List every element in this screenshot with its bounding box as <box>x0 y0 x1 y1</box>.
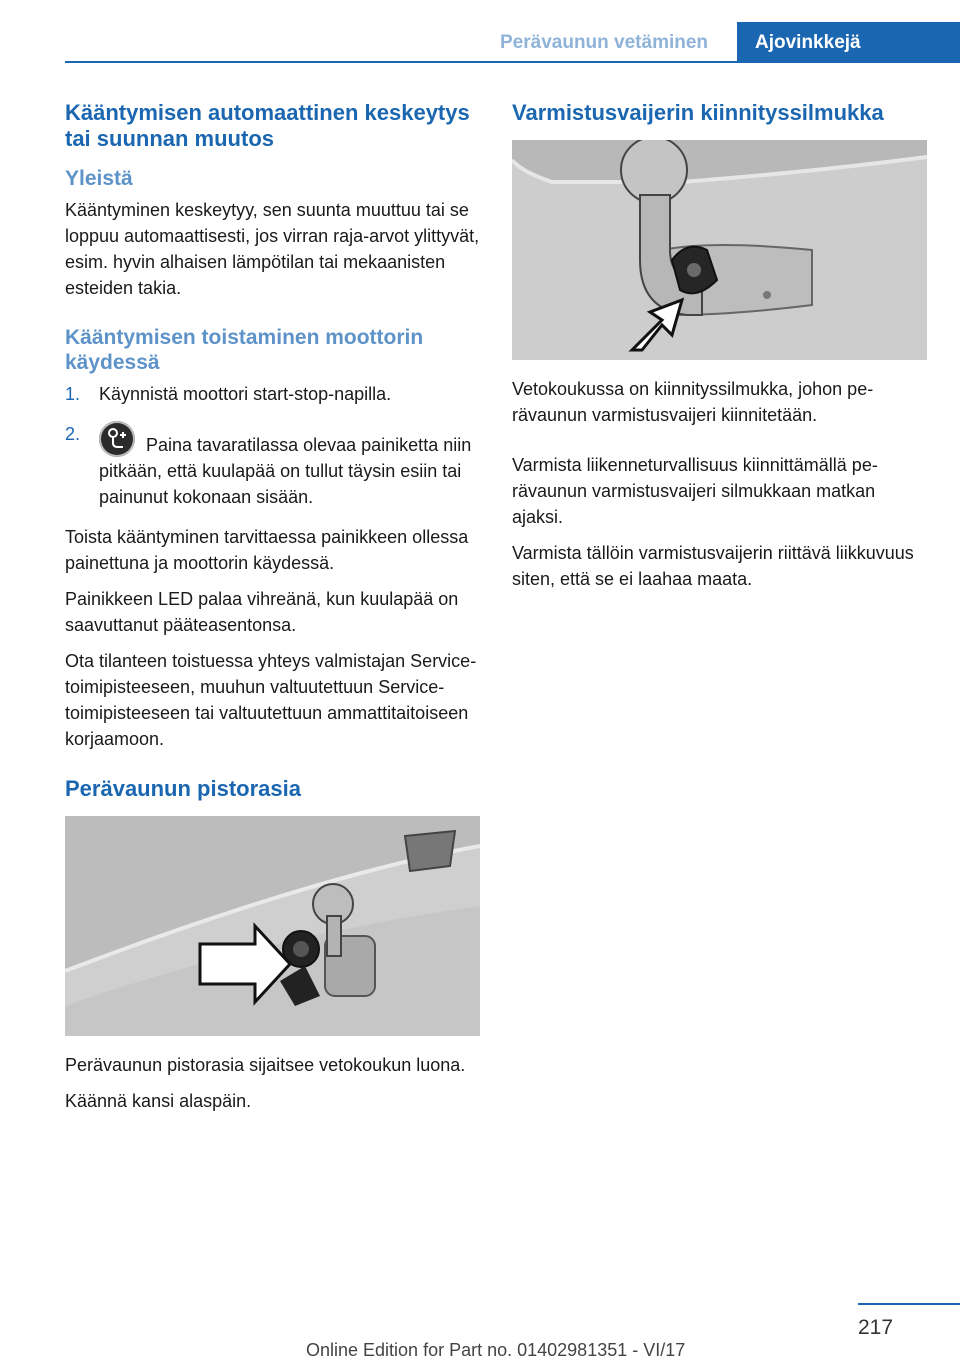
header-chapter-tab[interactable]: Ajovinkkejä <box>737 22 960 63</box>
safety-loop-illustration <box>512 140 927 360</box>
step-text: Käynnistä moottori start-stop-napilla. <box>99 384 392 404</box>
loop-intro-paragraph: Vetokoukussa on kiinnityssilmukka, johon perävaunun varmistusvaijeri kiinnitetään. <box>512 379 874 425</box>
auto-stop-heading: Kääntymisen automaattinen keskeytys tai suunnan muutos <box>65 100 470 151</box>
loop-safety-paragraph: Varmista liikenneturvallisuus kiinnittämällä perävaunun varmistusvaijeri silmukkaan matkan ajaksi. <box>512 455 878 527</box>
socket-heading: Perävaunun pistorasia <box>65 776 301 801</box>
general-heading: Yleistä <box>65 167 133 190</box>
led-paragraph: Painikkeen LED palaa vihreänä, kun kuulapää on saavuttanut pääteasentonsa. <box>65 589 459 635</box>
repeat-heading: Kääntymisen toistaminen moottorin käydessä <box>65 326 424 374</box>
header-section-title: Perävaunun vetäminen <box>500 32 709 53</box>
loop-mobility-paragraph: Varmista tällöin varmistusvaijerin riittävä liikkuvuus siten, että se ei laahaa maata. <box>512 543 914 589</box>
page-number: 217 <box>858 1316 894 1339</box>
step-number: 2. <box>65 424 81 444</box>
towbar-button-icon <box>99 421 135 457</box>
general-paragraph: Kääntyminen keskeytyy, sen suunta muuttuu tai se loppuu automaattisesti, jos virran raja-arvot ylittyvät, esim. hyvin alhaisen lämpötilan tai mekaanisten esteiden takia. <box>65 200 480 298</box>
right-column <box>512 100 927 602</box>
service-paragraph: Ota tilanteen toistuessa yhteys valmistajan Service-toimipisteeseen, muuhun valtuutettuun Service-toimipisteeseen tai valtuutettuun ammattitaitoiseen korjaamoon. <box>65 651 477 749</box>
socket-location-paragraph: Perävaunun pistorasia sijaitsee vetokoukun luona. <box>65 1055 466 1075</box>
list-item <box>65 381 480 407</box>
step-number: 1. <box>65 384 81 404</box>
steps-list <box>65 381 480 510</box>
socket-cover-paragraph: Käännä kansi alaspäin. <box>65 1091 252 1111</box>
list-item <box>65 421 480 510</box>
left-column <box>65 100 480 1124</box>
edition-note: Online Edition for Part no. 01402981351 - VI/17 <box>306 1340 686 1360</box>
footer-rule <box>858 1303 960 1305</box>
repeat-paragraph: Toista kääntyminen tarvittaessa painikkeen ollessa painettuna ja moottorin käydessä. <box>65 527 469 573</box>
socket-illustration <box>65 816 480 1036</box>
step-text: Paina tavaratilassa olevaa painiketta niin pitkään, että kuulapää on tullut täysin esiin tai painunut kokonaan sisään. <box>99 435 472 507</box>
safety-loop-heading: Varmistusvaijerin kiinnityssilmukka <box>512 100 884 125</box>
